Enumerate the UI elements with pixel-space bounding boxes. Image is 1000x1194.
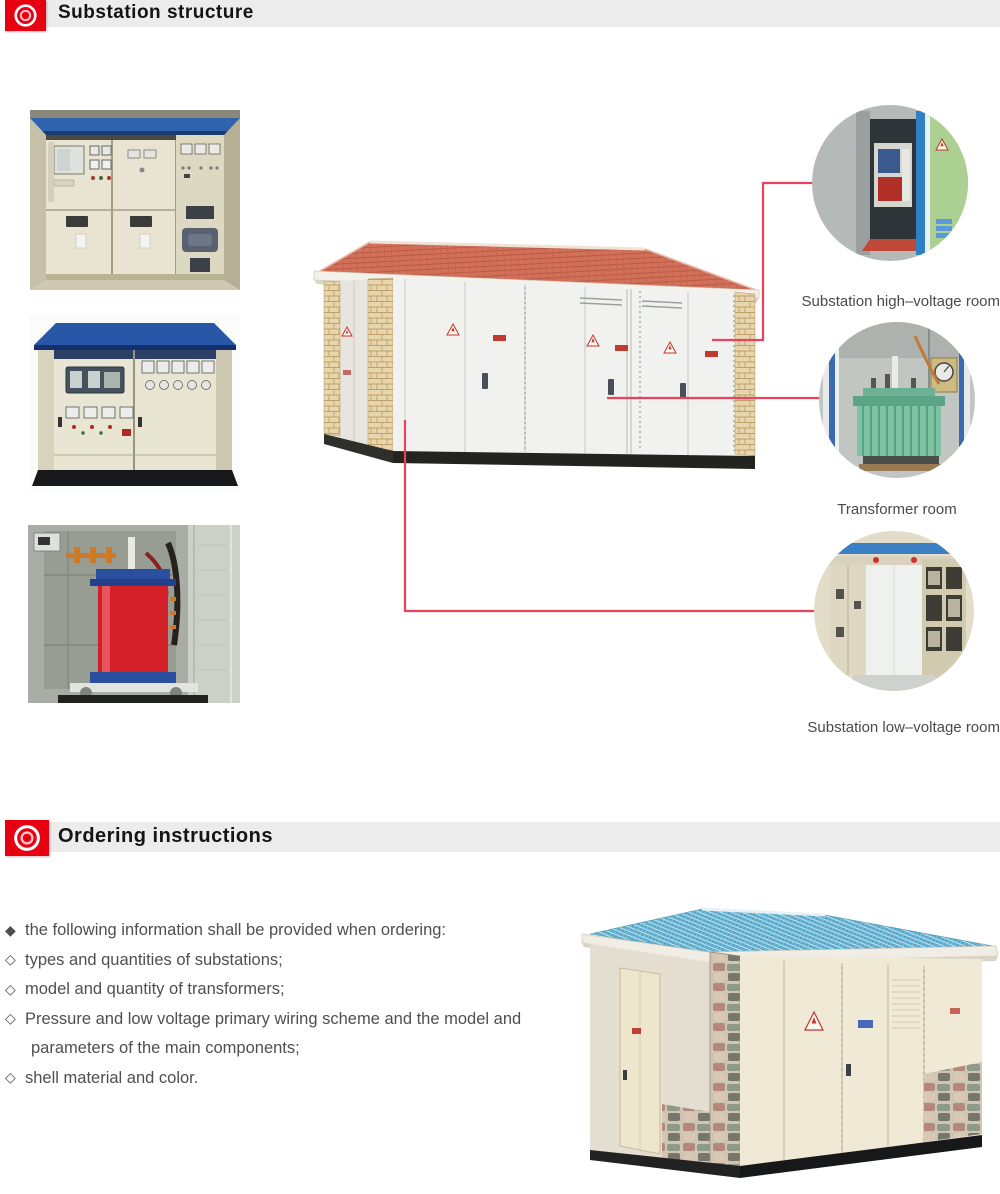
bullseye-icon <box>5 0 46 31</box>
section-title: Substation structure <box>58 2 254 23</box>
photo-dry-transformer <box>28 525 240 703</box>
list-item-continuation: parameters of the main components; <box>31 1039 300 1058</box>
main-substation-illustration <box>310 235 760 480</box>
label-transformer-room: Transformer room <box>837 501 957 518</box>
label-high-voltage-room: Substation high–voltage room <box>801 293 1000 310</box>
list-item: ◇ types and quantities of substations; <box>5 950 283 969</box>
photo-low-voltage-room <box>814 531 974 691</box>
bullseye-icon <box>5 820 49 856</box>
list-item: ◆ the following information shall be provided when ordering: <box>5 921 446 940</box>
section-title: Ordering instructions <box>58 825 273 847</box>
photo-hv-switchgear <box>30 110 240 290</box>
list-item: ◇ shell material and color. <box>5 1068 199 1087</box>
list-item: ◇ Pressure and low voltage primary wiring scheme and the model and <box>5 1009 522 1028</box>
photo-transformer-room <box>819 322 975 478</box>
open-diamond-bullet: ◇ <box>5 952 16 969</box>
open-diamond-bullet: ◇ <box>5 981 16 998</box>
label-low-voltage-room: Substation low–voltage room <box>807 719 1000 736</box>
open-diamond-bullet: ◇ <box>5 1070 16 1087</box>
photo-high-voltage-room <box>812 105 968 261</box>
filled-diamond-bullet: ◆ <box>5 922 16 939</box>
photo-lv-panels <box>30 315 240 492</box>
section-header-structure <box>0 0 1000 36</box>
section-header-ordering <box>0 820 1000 860</box>
ordering-instructions-list <box>5 916 615 1093</box>
open-diamond-bullet: ◇ <box>5 1011 16 1028</box>
list-item: ◇ model and quantity of transformers; <box>5 980 285 999</box>
bottom-substation-illustration <box>562 882 998 1194</box>
